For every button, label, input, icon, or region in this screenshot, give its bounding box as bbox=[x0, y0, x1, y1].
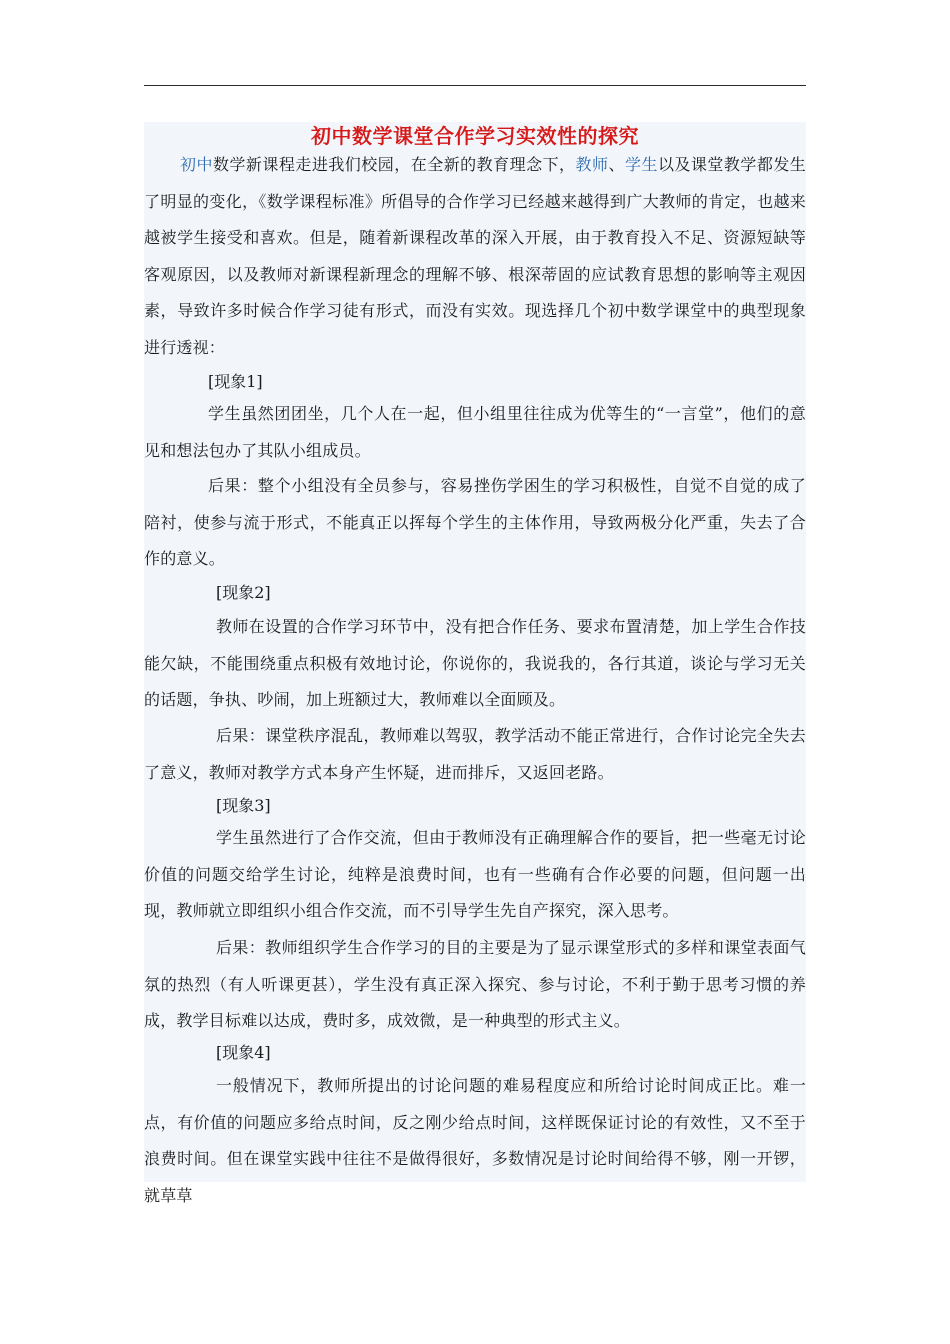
section-description-4: 一般情况下，教师所提出的讨论问题的难易程度应和所给讨论时间成正比。难一点，有价值的问题应多给点时间，反之刚少给点时间，这样既保证讨论的有效性，又不至于浪费时间。但在课堂实践中往往不是做得很好，多数情况是讨论时间给得不够，刚一开锣，就草草 bbox=[144, 1076, 806, 1205]
section-label-1: [现象1] bbox=[208, 372, 263, 391]
section-label-4: [现象4] bbox=[216, 1043, 271, 1062]
header-rule bbox=[144, 85, 806, 86]
section-label-3: [现象3] bbox=[216, 796, 271, 815]
section-consequence-1: 后果：整个小组没有全员参与，容易挫伤学困生的学习积极性，自觉不自觉的成了陪衬，使参与流于形式，不能真正以挥每个学生的主体作用，导致两极分化严重，失去了合作的意义。 bbox=[144, 476, 806, 568]
intro-text-2: 以及课堂教学都发生了明显的变化，《数学课程标准》所倡导的合作学习已经越来越得到广大教师的肯定，也越来越被学生接受和喜欢。但是，随着新课程改革的深入开展，由于教育投入不足、资源短缺等客观原因，以及教师对新课程新理念的理解不够、根深蒂固的应试教育思想的影响等主观因素，导致许多时候合作学习徒有形式，而没有实效。现选择几个初中数学课堂中的典型现象进行透视： bbox=[144, 155, 806, 357]
section-description-2: 教师在设置的合作学习环节中，没有把合作任务、要求布置清楚，加上学生合作技能欠缺，不能围绕重点积极有效地讨论，你说你的，我说我的，各行其道，谈论与学习无关的话题，争执、吵闹，加上班额过大，教师难以全面顾及。 bbox=[144, 617, 806, 709]
article-body bbox=[144, 122, 806, 1205]
intro-text-1: 数学新课程走进我们校园，在全新的教育理念下， bbox=[212, 155, 576, 174]
keyword-link-student[interactable]: 学生 bbox=[624, 155, 658, 174]
article-title: 初中数学课堂合作学习实效性的探究 bbox=[311, 124, 639, 148]
section-consequence-3: 后果：教师组织学生合作学习的目的主要是为了显示课堂形式的多样和课堂表面气氛的热烈（有人听课更甚），学生没有真正深入探究、参与讨论，不利于勤于思考习惯的养成，教学目标难以达成，费时多，成效微，是一种典型的形式主义。 bbox=[144, 938, 806, 1030]
intro-separator: 、 bbox=[608, 155, 625, 174]
section-label-2: [现象2] bbox=[216, 583, 271, 602]
section-consequence-2: 后果：课堂秩序混乱，教师难以驾驭，教学活动不能正常进行，合作讨论完全失去了意义，教师对教学方式本身产生怀疑，进而排斥，又返回老路。 bbox=[144, 726, 806, 782]
intro-paragraph bbox=[144, 147, 806, 366]
section-description-3: 学生虽然进行了合作交流，但由于教师没有正确理解合作的要旨，把一些毫无讨论价值的问题交给学生讨论，纯粹是浪费时间，也有一些确有合作必要的问题，但问题一出现，教师就立即组织小组合作交流，而不引导学生先自产探究，深入思考。 bbox=[144, 828, 806, 920]
keyword-link-teacher[interactable]: 教师 bbox=[575, 155, 609, 174]
keyword-link-junior-high[interactable]: 初中 bbox=[180, 155, 213, 174]
section-description-1: 学生虽然团团坐，几个人在一起，但小组里往往成为优等生的“一言堂”，他们的意见和想法包办了其队小组成员。 bbox=[144, 404, 806, 460]
